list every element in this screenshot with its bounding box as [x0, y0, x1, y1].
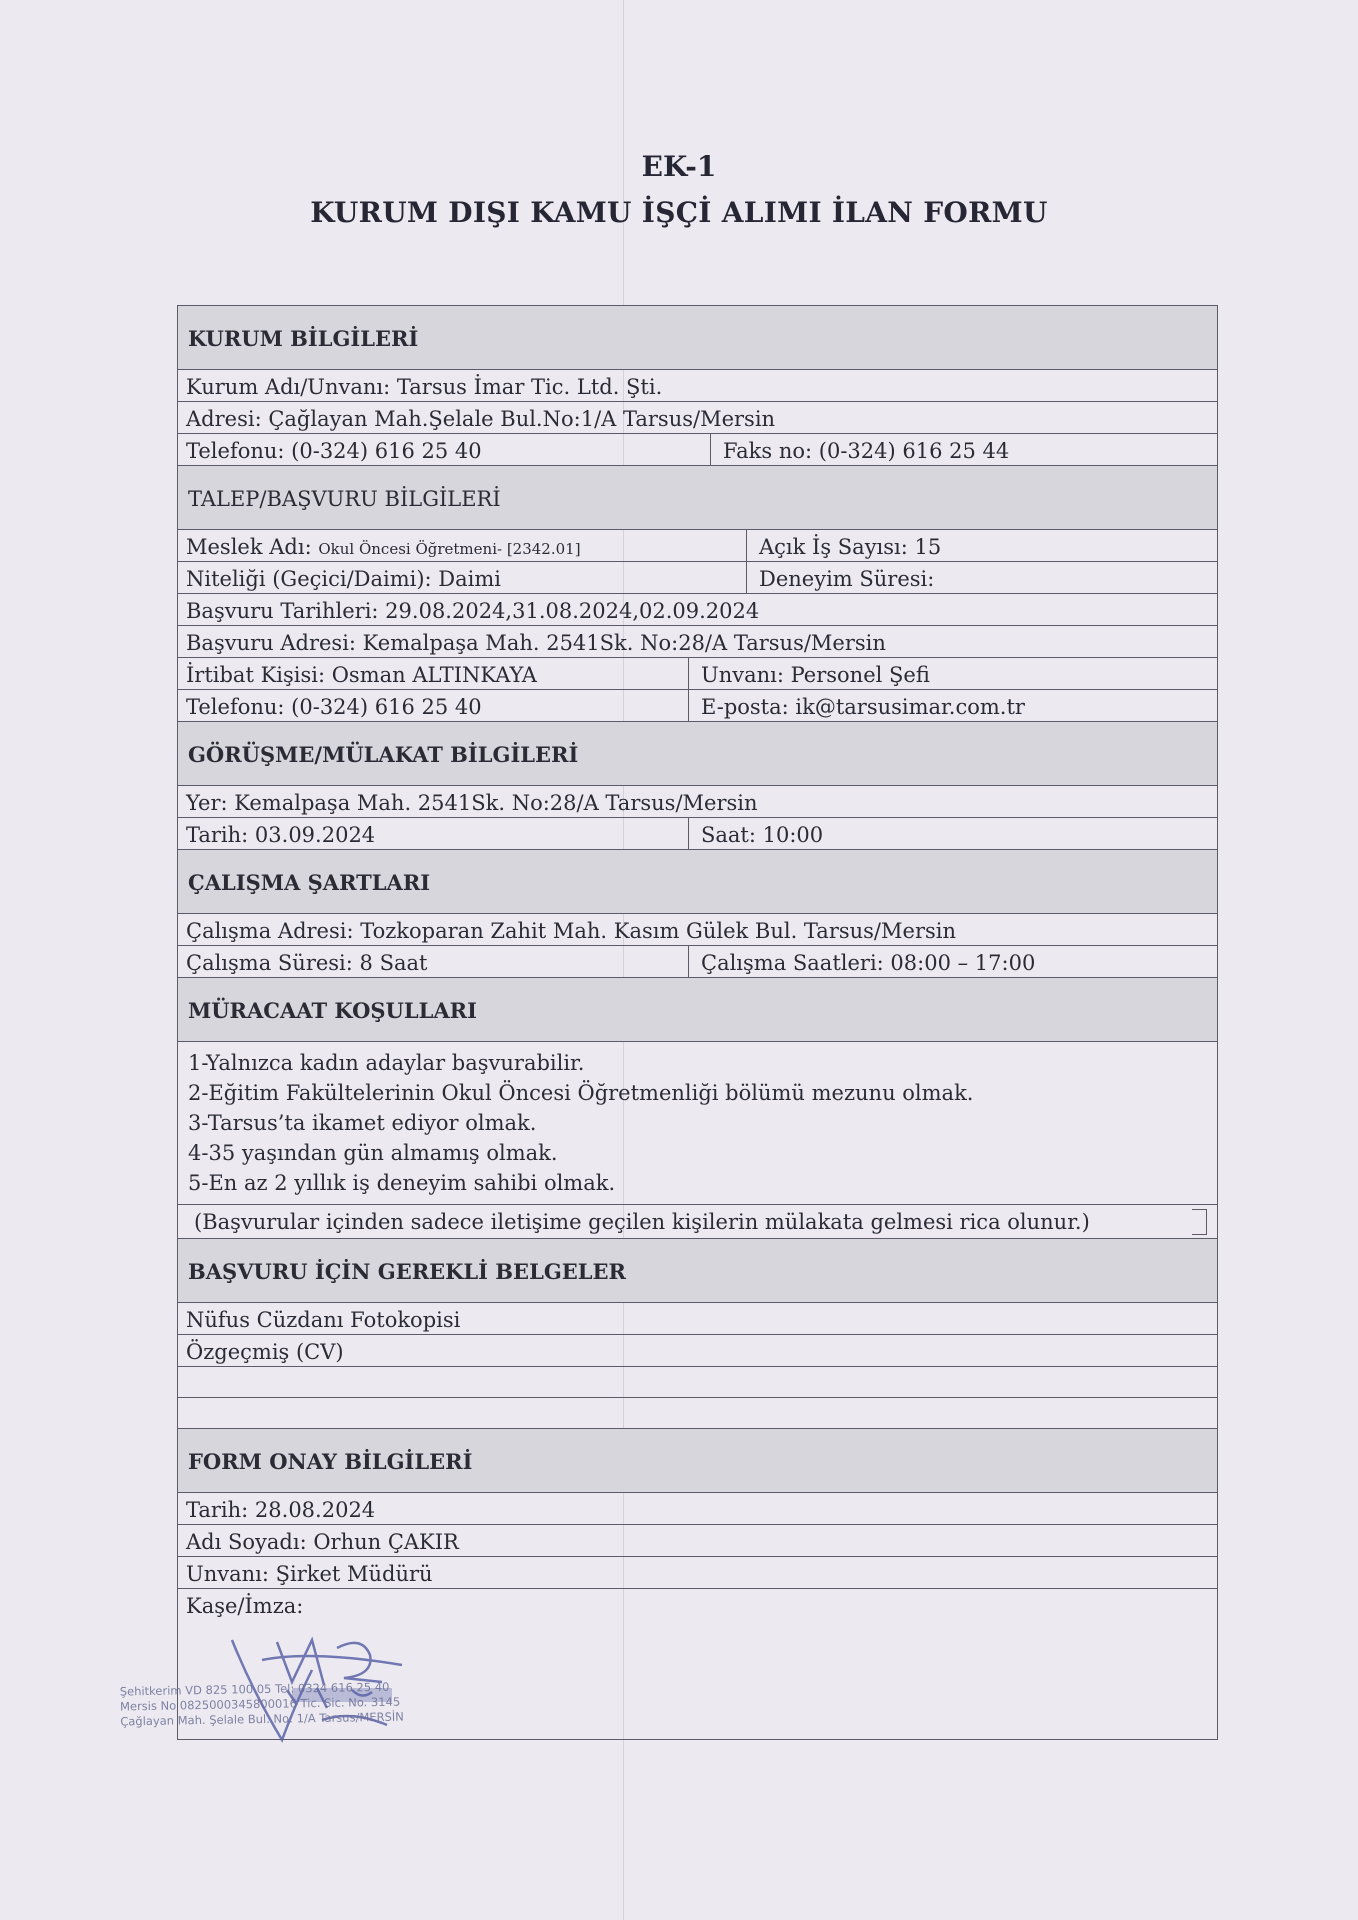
onay-ad-soyad: Adı Soyadı: Orhun ÇAKIR: [178, 1525, 1217, 1557]
calisma-saatleri: Çalışma Saatleri: 08:00 – 17:00: [688, 946, 1035, 977]
basvuru-adresi: Başvuru Adresi: Kemalpaşa Mah. 2541Sk. No:28/A Tarsus/Mersin: [178, 626, 1217, 658]
gorusme-row: [178, 818, 1217, 850]
kurum-address: Adresi: Çağlayan Mah.Şelale Bul.No:1/A Tarsus/Mersin: [178, 402, 1217, 434]
section-muracaat-heading: MÜRACAAT KOŞULLARI: [178, 978, 1217, 1042]
gorusme-saat: Saat: 10:00: [688, 818, 823, 849]
list-item: 3-Tarsus’ta ikamet ediyor olmak.: [188, 1111, 537, 1135]
list-item: 5-En az 2 yıllık iş deneyim sahibi olmak.: [188, 1171, 616, 1195]
stamp-line: Şehitkerim VD 825 100 05 Tel: 0324 616 25 40: [119, 1679, 390, 1699]
gorusme-yer: Yer: Kemalpaşa Mah. 2541Sk. No:28/A Tarsus/Mersin: [178, 786, 1217, 818]
empty-row: [178, 1367, 1217, 1398]
stamp-line: Mersis No 0825000345800016 Tic. Sic. No. 3145: [119, 1694, 401, 1714]
talep-telefon: Telefonu: (0-324) 616 25 40: [186, 695, 482, 719]
list-item: 2-Eğitim Fakültelerinin Okul Öncesi Öğretmenliği bölümü mezunu olmak.: [188, 1081, 974, 1105]
announcement-form: [177, 305, 1218, 1740]
kurum-fax: Faks no: (0-324) 616 25 44: [710, 434, 1009, 465]
muracaat-note: (Başvurular içinden sadece iletişime geçilen kişilerin mülakata gelmesi rica olunur.): [194, 1210, 1090, 1234]
nitelik-row: [178, 562, 1217, 594]
basvuru-tarihleri: Başvuru Tarihleri: 29.08.2024,31.08.2024,02.09.2024: [178, 594, 1217, 626]
gorusme-tarih: Tarih: 03.09.2024: [186, 823, 376, 847]
kurum-name: Kurum Adı/Unvanı: Tarsus İmar Tic. Ltd. Şti.: [178, 370, 1217, 402]
talep-eposta: E-posta: ik@tarsusimar.com.tr: [688, 690, 1025, 721]
section-gorusme-heading: GÖRÜŞME/MÜLAKAT BİLGİLERİ: [178, 722, 1217, 786]
calisma-row: [178, 946, 1217, 978]
onay-tarih: Tarih: 28.08.2024: [178, 1493, 1217, 1525]
belge-item: Özgeçmiş (CV): [178, 1335, 1217, 1367]
list-item: 4-35 yaşından gün almamış olmak.: [188, 1141, 558, 1165]
kurum-phone: Telefonu: (0-324) 616 25 40: [186, 439, 482, 463]
onay-unvan: Unvanı: Şirket Müdürü: [178, 1557, 1217, 1589]
form-code: EK-1: [641, 150, 717, 183]
muracaat-note-row: [178, 1205, 1217, 1239]
irtibat-kisisi: İrtibat Kişisi: Osman ALTINKAYA: [186, 663, 537, 687]
empty-row: [178, 1398, 1217, 1429]
acik-is-sayisi: Açık İş Sayısı: 15: [746, 530, 941, 561]
section-onay-heading: FORM ONAY BİLGİLERİ: [178, 1429, 1217, 1493]
calisma-suresi: Çalışma Süresi: 8 Saat: [186, 951, 428, 975]
calisma-adresi: Çalışma Adresi: Tozkoparan Zahit Mah. Kasım Gülek Bul. Tarsus/Mersin: [178, 914, 1217, 946]
muracaat-list: [178, 1042, 1217, 1205]
section-calisma-heading: ÇALIŞMA ŞARTLARI: [178, 850, 1217, 914]
deneyim-suresi: Deneyim Süresi:: [746, 562, 934, 593]
meslek-row: [178, 530, 1217, 562]
form-title: KURUM DIŞI KAMU İŞÇİ ALIMI İLAN FORMU: [310, 196, 1048, 229]
section-belgeler-heading: BAŞVURU İÇİN GEREKLİ BELGELER: [178, 1239, 1217, 1303]
meslek-label: Meslek Adı:: [186, 535, 312, 559]
section-talep-heading: TALEP/BAŞVURU BİLGİLERİ: [178, 466, 1217, 530]
iletisim-row: [178, 690, 1217, 722]
stamp-line: Çağlayan Mah. Şelale Bul. No: 1/A Tarsus/MERSİN: [120, 1709, 404, 1729]
irtibat-row: [178, 658, 1217, 690]
section-kurum-heading: KURUM BİLGİLERİ: [178, 306, 1217, 370]
belge-item: Nüfus Cüzdanı Fotokopisi: [178, 1303, 1217, 1335]
onay-kase-imza: Kaşe/İmza:: [186, 1594, 304, 1618]
stamp-text: [120, 1680, 404, 1730]
kurum-phone-row: [178, 434, 1217, 466]
list-item: 1-Yalnızca kadın adaylar başvurabilir.: [188, 1051, 585, 1075]
note-bracket-mark: [1192, 1209, 1207, 1235]
irtibat-unvan: Unvanı: Personel Şefi: [688, 658, 930, 689]
nitelik: Niteliği (Geçici/Daimi): Daimi: [186, 567, 501, 591]
meslek-value: Okul Öncesi Öğretmeni- [2342.01]: [318, 540, 581, 558]
